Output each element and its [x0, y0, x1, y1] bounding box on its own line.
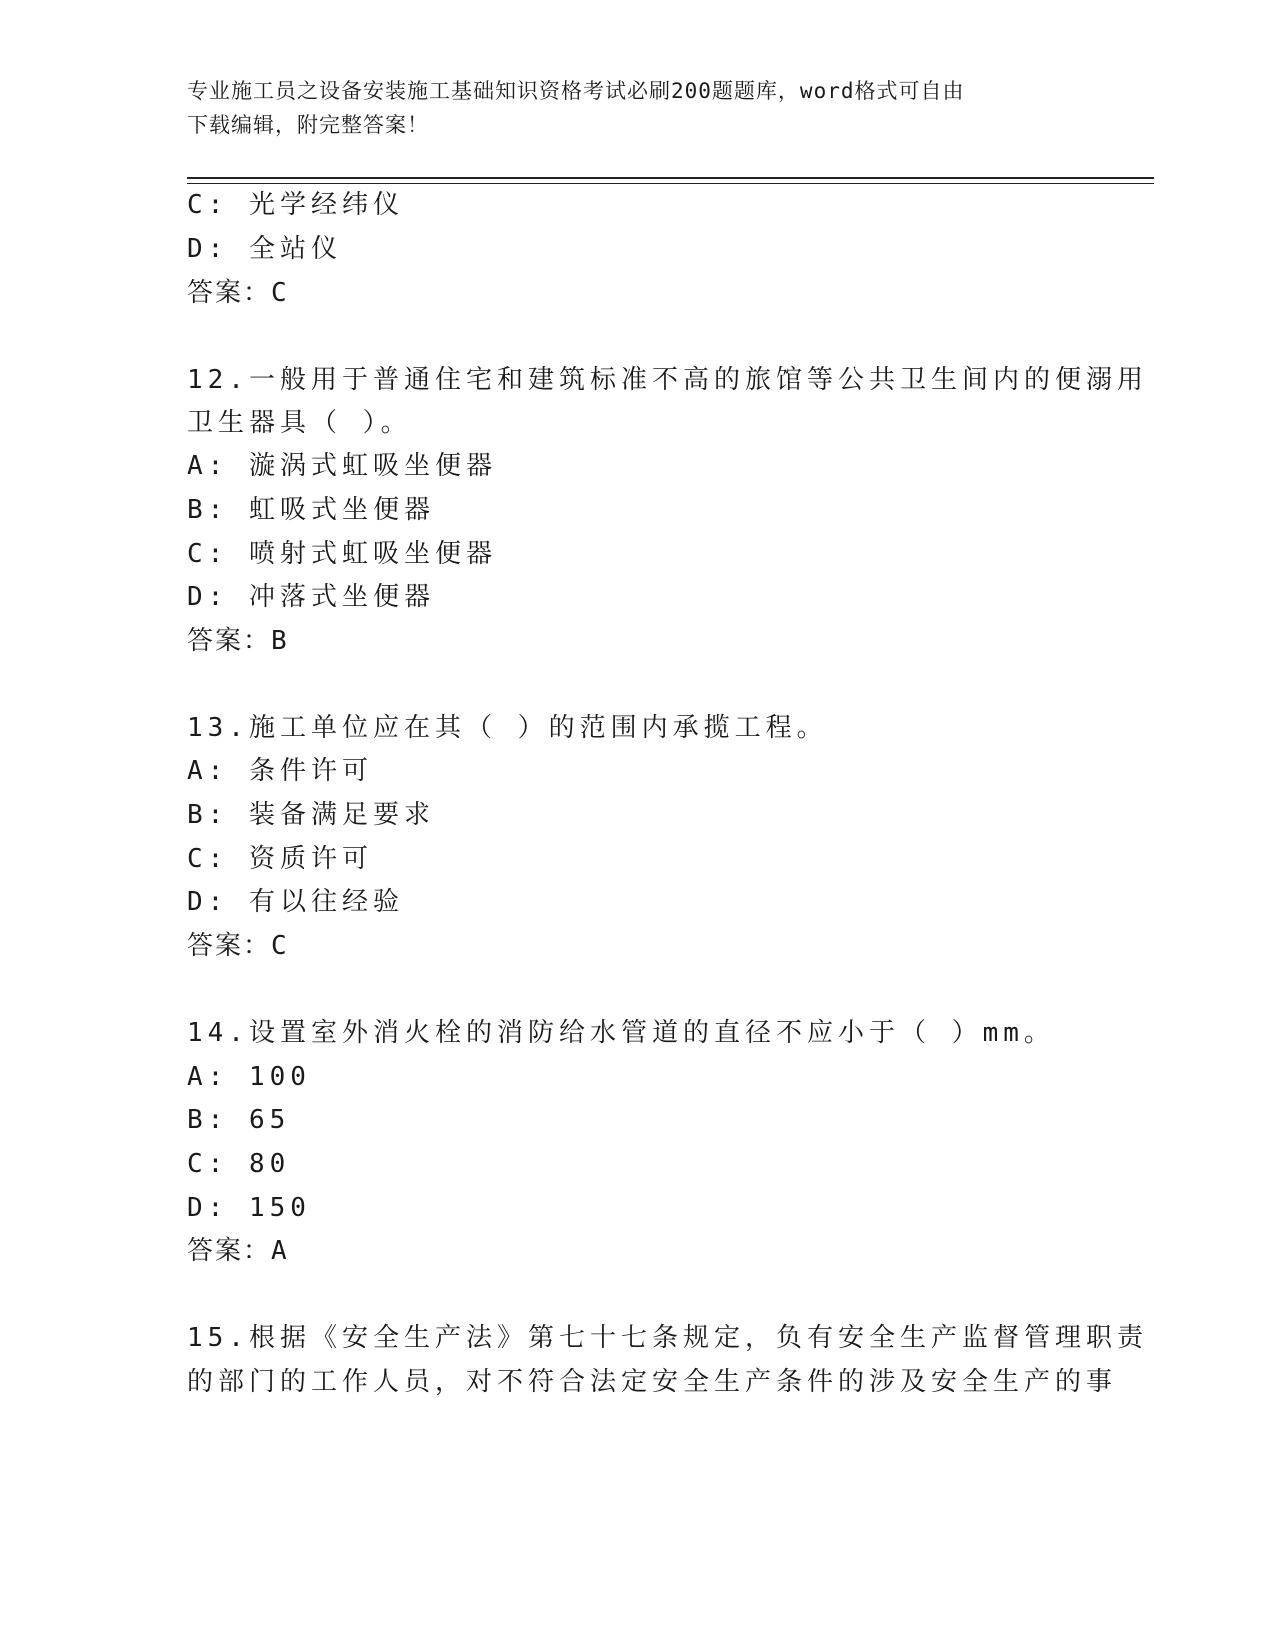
header-divider-thick: [187, 177, 1154, 179]
q14-answer: 答案：A: [187, 1236, 289, 1266]
q12-option-c: C: 喷射式虹吸坐便器: [187, 539, 497, 569]
q12-option-d: D: 冲落式坐便器: [187, 582, 435, 612]
q13-stem-line-1: 13.施工单位应在其（ ）的范围内承揽工程。: [187, 713, 828, 743]
q13-answer: 答案：C: [187, 931, 289, 961]
q12-option-b: B: 虹吸式坐便器: [187, 495, 435, 525]
q14-option-d: D: 150: [187, 1193, 311, 1223]
q14-option-a: A: 100: [187, 1062, 311, 1092]
q11-option-c: C: 光学经纬仪: [187, 190, 404, 220]
q13-option-d: D: 有以往经验: [187, 887, 404, 917]
q12-stem-line-1: 12.一般用于普通住宅和建筑标准不高的旅馆等公共卫生间内的便溺用: [187, 365, 1148, 395]
q12-answer: 答案：B: [187, 626, 289, 656]
q13-option-a: A: 条件许可: [187, 756, 373, 786]
q15-stem-line-2: 的部门的工作人员，对不符合法定安全生产条件的涉及安全生产的事: [187, 1367, 1118, 1397]
q11-answer: 答案：C: [187, 278, 289, 308]
q12-stem-line-2: 卫生器具（ ）。: [187, 408, 412, 438]
document-header: [187, 74, 1087, 142]
q13-option-b: B: 装备满足要求: [187, 800, 435, 830]
q14-option-b: B: 65: [187, 1105, 291, 1135]
q14-stem-line-1: 14.设置室外消火栓的消防给水管道的直径不应小于（ ）mm。: [187, 1018, 1055, 1048]
header-line-1: 专业施工员之设备安装施工基础知识资格考试必刷200题题库，word格式可自由: [187, 79, 965, 103]
q14-option-c: C: 80: [187, 1149, 291, 1179]
q13-option-c: C: 资质许可: [187, 844, 373, 874]
q11-option-d: D: 全站仪: [187, 234, 342, 264]
q12-option-a: A: 漩涡式虹吸坐便器: [187, 451, 497, 481]
header-divider-thin: [187, 183, 1154, 184]
q15-stem-line-1: 15.根据《安全生产法》第七十七条规定，负有安全生产监督管理职责: [187, 1323, 1148, 1353]
header-line-2: 下载编辑，附完整答案！: [187, 113, 429, 137]
